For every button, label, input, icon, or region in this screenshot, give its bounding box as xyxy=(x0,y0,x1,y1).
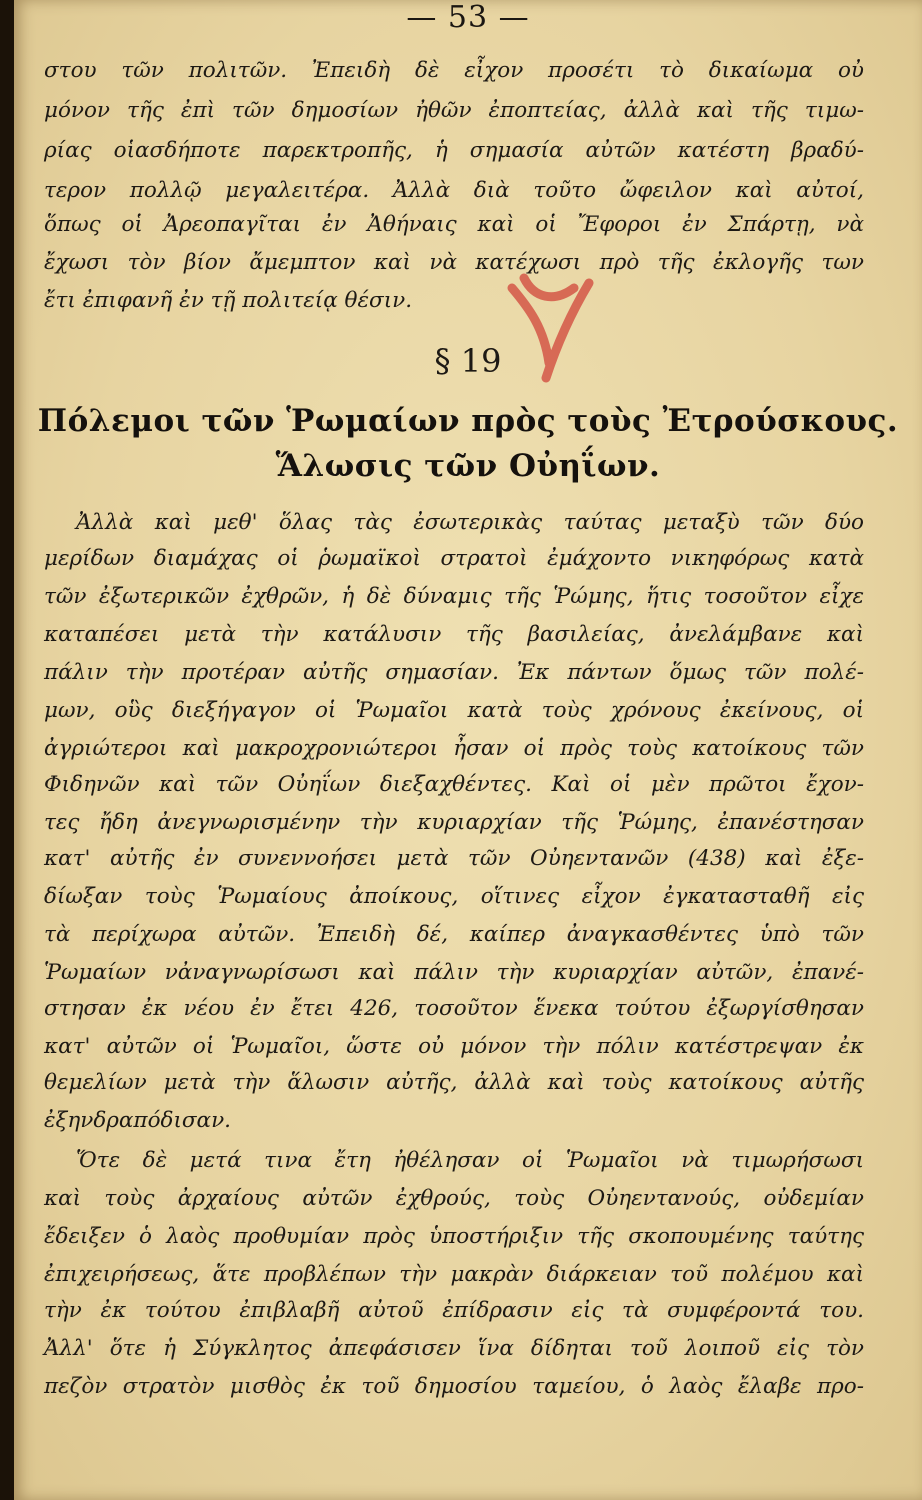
text-line: στου τῶν πολιτῶν. Ἐπειδὴ δὲ εἶχον προσέτι τὸ δικαίωμα οὐ xyxy=(44,58,864,83)
text-line: μόνον τῆς ἐπὶ τῶν δημοσίων ἠθῶν ἐποπτείας, ἀλλὰ καὶ τῆς τιμω- xyxy=(44,98,864,123)
text-line: τῶν ἐξωτερικῶν ἐχθρῶν, ἡ δὲ δύναμις τῆς Ῥώμης, ἥτις τοσοῦτον εἶχε xyxy=(44,584,864,609)
chapter-heading-line-2: Ἅλωσις τῶν Οὐηΐων. xyxy=(275,448,661,484)
text-line: ἀγριώτεροι καὶ μακροχρονιώτεροι ἦσαν οἱ πρὸς τοὺς κατοίκους τῶν xyxy=(44,736,864,761)
text-line: Ῥωμαίων νἀναγνωρίσωσι καὶ πάλιν τὴν κυριαρχίαν αὐτῶν, ἐπανέ- xyxy=(44,960,864,985)
text-line: τες ἤδη ἀνεγνωρισμένην τὴν κυριαρχίαν τῆς Ῥώμης, ἐπανέστησαν xyxy=(44,810,864,835)
text-line: καταπέσει μετὰ τὴν κατάλυσιν τῆς βασιλείας, ἀνελάμβανε καὶ xyxy=(44,622,864,647)
text-line: πάλιν τὴν προτέραν αὐτῆς σημασίαν. Ἐκ πάντων ὅμως τῶν πολέ- xyxy=(44,660,864,685)
text-line: ἐξηνδραπόδισαν. xyxy=(44,1108,231,1133)
text-line: κατ' αὐτῆς ἐν συνεννοήσει μετὰ τῶν Οὐηεντανῶν (438) καὶ ἐξε- xyxy=(44,846,864,871)
text-line: ὅπως οἱ Ἀρεοπαγῖται ἐν Ἀθήναις καὶ οἱ Ἔφοροι ἐν Σπάρτῃ, νὰ xyxy=(44,212,864,237)
chapter-heading-line-1: Πόλεμοι τῶν Ῥωμαίων πρὸς τοὺς Ἐτρούσκους. xyxy=(37,403,899,439)
text-line: ἔχωσι τὸν βίον ἄμεμπτον καὶ νὰ κατέχωσι πρὸ τῆς ἐκλογῆς των xyxy=(44,250,864,275)
text-line: ἐπιχειρήσεως, ἅτε προβλέπων τὴν μακρὰν διάρκειαν τοῦ πολέμου καὶ xyxy=(44,1262,864,1287)
text-line: δίωξαν τοὺς Ῥωμαίους ἀποίκους, οἵτινες εἶχον ἐγκατασταθῆ εἰς xyxy=(44,884,864,909)
text-line: μερίδων διαμάχας οἱ ῥωμαϊκοὶ στρατοὶ ἐμάχοντο νικηφόρως κατὰ xyxy=(44,546,864,571)
text-line: Ὅτε δὲ μετά τινα ἔτη ἠθέλησαν οἱ Ῥωμαῖοι νὰ τιμωρήσωσι xyxy=(76,1148,864,1173)
text-line: Ἀλλὰ καὶ μεθ' ὅλας τὰς ἐσωτερικὰς ταύτας μεταξὺ τῶν δύο xyxy=(76,510,864,535)
text-line: τερον πολλῷ μεγαλειτέρα. Ἀλλὰ διὰ τοῦτο ὤφειλον καὶ αὐτοί, xyxy=(44,178,864,203)
text-line: θεμελίων μετὰ τὴν ἅλωσιν αὐτῆς, ἀλλὰ καὶ τοὺς κατοίκους αὐτῆς xyxy=(44,1070,864,1095)
text-line: ρίας οἱασδήποτε παρεκτροπῆς, ἡ σημασία αὐτῶν κατέστη βραδύ- xyxy=(44,138,864,163)
text-line: καὶ τοὺς ἀρχαίους αὐτῶν ἐχθρούς, τοὺς Οὐηεντανούς, οὐδεμίαν xyxy=(44,1186,864,1211)
text-line: ἔδειξεν ὁ λαὸς προθυμίαν πρὸς ὑποστήριξιν τῆς σκοπουμένης ταύτης xyxy=(44,1224,864,1249)
text-line: Φιδηνῶν καὶ τῶν Οὐηΐων διεξαχθέντες. Καὶ οἱ μὲν πρῶτοι ἔχον- xyxy=(44,772,864,797)
text-line: μων, οὓς διεξήγαγον οἱ Ῥωμαῖοι κατὰ τοὺς χρόνους ἐκείνους, οἱ xyxy=(44,698,864,723)
text-line: τὴν ἐκ τούτου ἐπιβλαβῆ αὐτοῦ ἐπίδρασιν εἰς τὰ συμφέροντά του. xyxy=(44,1298,864,1323)
text-line: στησαν ἐκ νέου ἐν ἔτει 426, τοσοῦτον ἕνεκα τούτου ἐξωργίσθησαν xyxy=(44,996,864,1021)
text-line: κατ' αὐτῶν οἱ Ῥωμαῖοι, ὥστε οὐ μόνον τὴν πόλιν κατέστρεψαν ἐκ xyxy=(44,1034,864,1059)
text-line: Ἀλλ' ὅτε ἡ Σύγκλητος ἀπεφάσισεν ἵνα δίδηται τοῦ λοιποῦ εἰς τὸν xyxy=(44,1336,864,1361)
book-page xyxy=(14,0,922,1500)
text-line: ἔτι ἐπιφανῆ ἐν τῇ πολιτείᾳ θέσιν. xyxy=(44,288,413,313)
page-number: — 53 — xyxy=(406,0,530,35)
section-number: § 19 xyxy=(434,342,502,380)
text-line: τὰ περίχωρα αὐτῶν. Ἐπειδὴ δέ, καίπερ ἀναγκασθέντες ὑπὸ τῶν xyxy=(44,922,864,947)
text-line: πεζὸν στρατὸν μισθὸς ἐκ τοῦ δημοσίου ταμείου, ὁ λαὸς ἔλαβε προ- xyxy=(44,1374,864,1399)
